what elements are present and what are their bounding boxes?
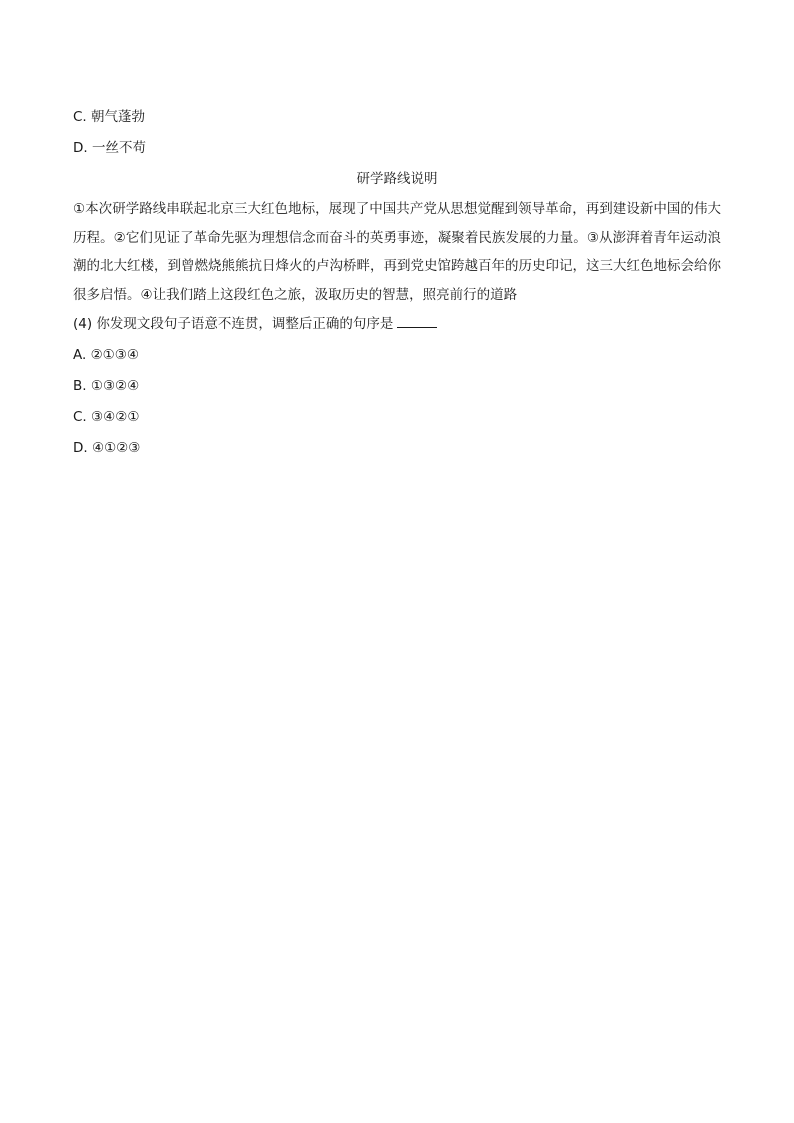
section-title: 研学路线说明 [356, 171, 438, 187]
passage-text: ①本次研学路线串联起北京三大红色地标，展现了中国共产党从思想觉醒到领导革命，再到建设新中国的伟大历程。②它们见证了革命先驱为理想信念而奋斗的英勇事迹，凝聚着民族发展的力量。③从澎湃着青年运动浪潮的北大红楼，到曾燃烧熊熊抗日烽火的卢沟桥畔，再到党史馆跨越百年的历史印记，这三大红色地标会给你很多启悟。④让我们踏上这段红色之旅，汲取历史的智慧，照亮前行的道路 [73, 201, 721, 303]
option-d: D. ④①②③ [73, 440, 141, 456]
question-content [73, 102, 721, 464]
option-d-prev: D. 一丝不苟 [73, 140, 146, 156]
answer-blank [397, 313, 437, 328]
option-c: C. ③④②① [73, 409, 140, 425]
option-c-prev: C. 朝气蓬勃 [73, 109, 146, 125]
question-text: (4) 你发现文段句子语意不连贯，调整后正确的句序是 [73, 316, 394, 332]
question-stem [73, 309, 721, 340]
option-b: B. ①③②④ [73, 378, 140, 394]
option-a: A. ②①③④ [73, 347, 139, 363]
